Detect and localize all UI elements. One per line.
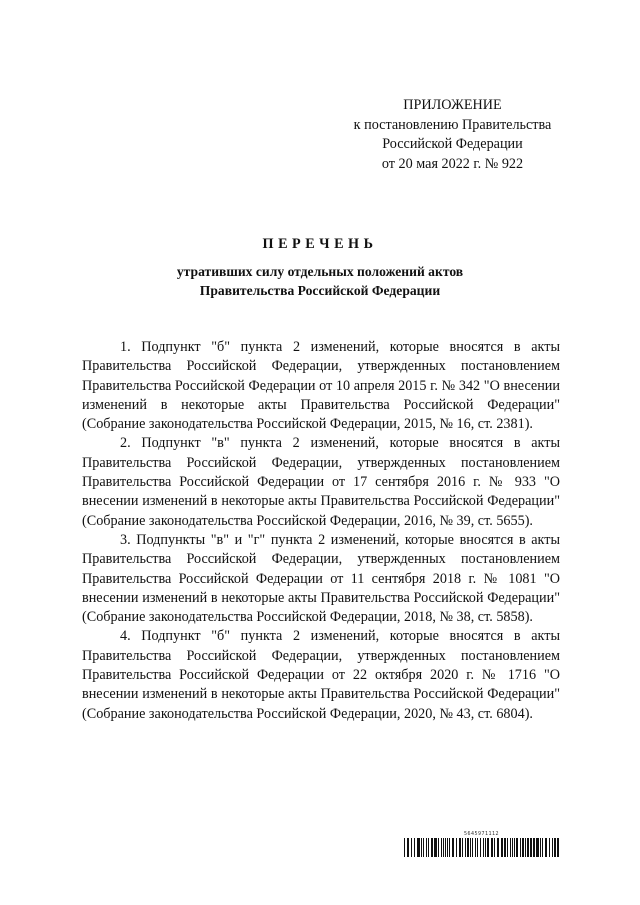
barcode-bar bbox=[525, 838, 526, 857]
appendix-line: к постановлению Правительства bbox=[353, 116, 552, 133]
barcode-bar bbox=[407, 838, 409, 857]
barcode-bar bbox=[549, 838, 550, 857]
barcode-bar bbox=[449, 838, 450, 857]
barcode-bar bbox=[527, 838, 529, 857]
barcode-bar bbox=[434, 838, 437, 857]
subtitle-line: Правительства Российской Федерации bbox=[199, 283, 441, 298]
appendix-heading: ПРИЛОЖЕНИЕ bbox=[403, 97, 502, 113]
barcode-bar bbox=[423, 838, 424, 857]
list-item: 4. Подпункт "б" пункта 2 изменений, которые вносятся в акты Правительства Российской Федерации, утвержденных постановлением Правительства Российской Федерации от 22 октября 2020 г. № 1716 "О внесении изменений в некоторые акты Правительства Российской Федерации" (Собрание законодательства Российской Федерации, 2020, № 43, ст. 6804). bbox=[82, 628, 560, 722]
subtitle-line: утративших силу отдельных положений актов bbox=[176, 264, 464, 279]
document-subtitle bbox=[0, 262, 640, 300]
barcode-bar bbox=[456, 838, 457, 857]
barcode-bar bbox=[501, 838, 503, 857]
barcode-bar bbox=[417, 838, 420, 857]
document-title: ПЕРЕЧЕНЬ bbox=[262, 236, 378, 252]
barcode-bar bbox=[497, 838, 499, 857]
appendix-block bbox=[330, 96, 575, 174]
barcode-bar bbox=[530, 838, 532, 857]
barcode-bar bbox=[494, 838, 495, 857]
barcode-bar bbox=[462, 838, 463, 857]
barcode-bar bbox=[414, 838, 415, 857]
barcode-bar bbox=[470, 838, 471, 857]
barcode-image bbox=[404, 838, 559, 857]
barcode-bar bbox=[540, 838, 541, 857]
barcode-bar bbox=[487, 838, 489, 857]
barcode-bar bbox=[411, 838, 412, 857]
barcode-bar bbox=[510, 838, 511, 857]
barcode-bar bbox=[545, 838, 547, 857]
barcode-bar bbox=[533, 838, 535, 857]
barcode-bar bbox=[516, 838, 518, 857]
barcode-bar bbox=[520, 838, 521, 857]
barcode-bar bbox=[428, 838, 429, 857]
barcode-bar bbox=[507, 838, 508, 857]
barcode-bar bbox=[443, 838, 444, 857]
barcode-bar bbox=[512, 838, 513, 857]
barcode-bar bbox=[421, 838, 422, 857]
barcode-bar bbox=[472, 838, 473, 857]
barcode-bar bbox=[542, 838, 543, 857]
document-body bbox=[82, 338, 560, 724]
barcode-bar bbox=[452, 838, 454, 857]
barcode-bar bbox=[475, 838, 476, 857]
barcode-bar bbox=[441, 838, 442, 857]
barcode-bar bbox=[552, 838, 553, 857]
appendix-line: Российской Федерации bbox=[382, 136, 523, 152]
list-item: 3. Подпункты "в" и "г" пункта 2 изменений, которые вносятся в акты Правительства Российской Федерации, утвержденных постановлением Правительства Российской Федерации от 11 сентября 2018 г. № 1081 "О внесении изменений в некоторые акты Правительства Российской Федерации" (Собрание законодательства Российской Федерации, 2018, № 38, ст. 5858). bbox=[82, 531, 560, 626]
barcode-bar bbox=[557, 838, 559, 857]
barcode-bar bbox=[483, 838, 484, 857]
barcode-bar bbox=[431, 838, 433, 857]
barcode-bar bbox=[491, 838, 493, 857]
barcode-bar bbox=[447, 838, 448, 857]
barcode-bar bbox=[514, 838, 515, 857]
list-item: 1. Подпункт "б" пункта 2 изменений, которые вносятся в акты Правительства Российской Федерации, утвержденных постановлением Правительства Российской Федерации от 10 апреля 2015 г. № 342 "О внесении изменений в некоторые акты Правительства Российской Федерации" (Собрание законодательства Российской Федерации, 2015, № 16, ст. 2381). bbox=[82, 339, 560, 433]
barcode-bar bbox=[554, 838, 556, 857]
barcode-bar bbox=[459, 838, 461, 857]
barcode-bar bbox=[477, 838, 478, 857]
barcode-bar bbox=[404, 838, 405, 857]
barcode-bar bbox=[504, 838, 506, 857]
barcode-bar bbox=[536, 838, 539, 857]
barcode-block bbox=[404, 831, 559, 857]
barcode-number: 5645971112 bbox=[463, 831, 500, 837]
list-item: 2. Подпункт "в" пункта 2 изменений, которые вносятся в акты Правительства Российской Федерации, утвержденных постановлением Правительства Российской Федерации от 17 сентября 2016 г. № 933 "О внесении изменений в некоторые акты Правительства Российской Федерации" (Собрание законодательства Российской Федерации, 2016, № 39, ст. 5655). bbox=[82, 435, 560, 529]
barcode-bar bbox=[467, 838, 469, 857]
barcode-bar bbox=[485, 838, 486, 857]
barcode-bar bbox=[480, 838, 481, 857]
barcode-bar bbox=[426, 838, 427, 857]
barcode-bar bbox=[465, 838, 466, 857]
appendix-date-line: от 20 мая 2022 г. № 922 bbox=[381, 155, 524, 172]
barcode-bar bbox=[445, 838, 446, 857]
barcode-bar bbox=[522, 838, 524, 857]
barcode-bar bbox=[438, 838, 439, 857]
